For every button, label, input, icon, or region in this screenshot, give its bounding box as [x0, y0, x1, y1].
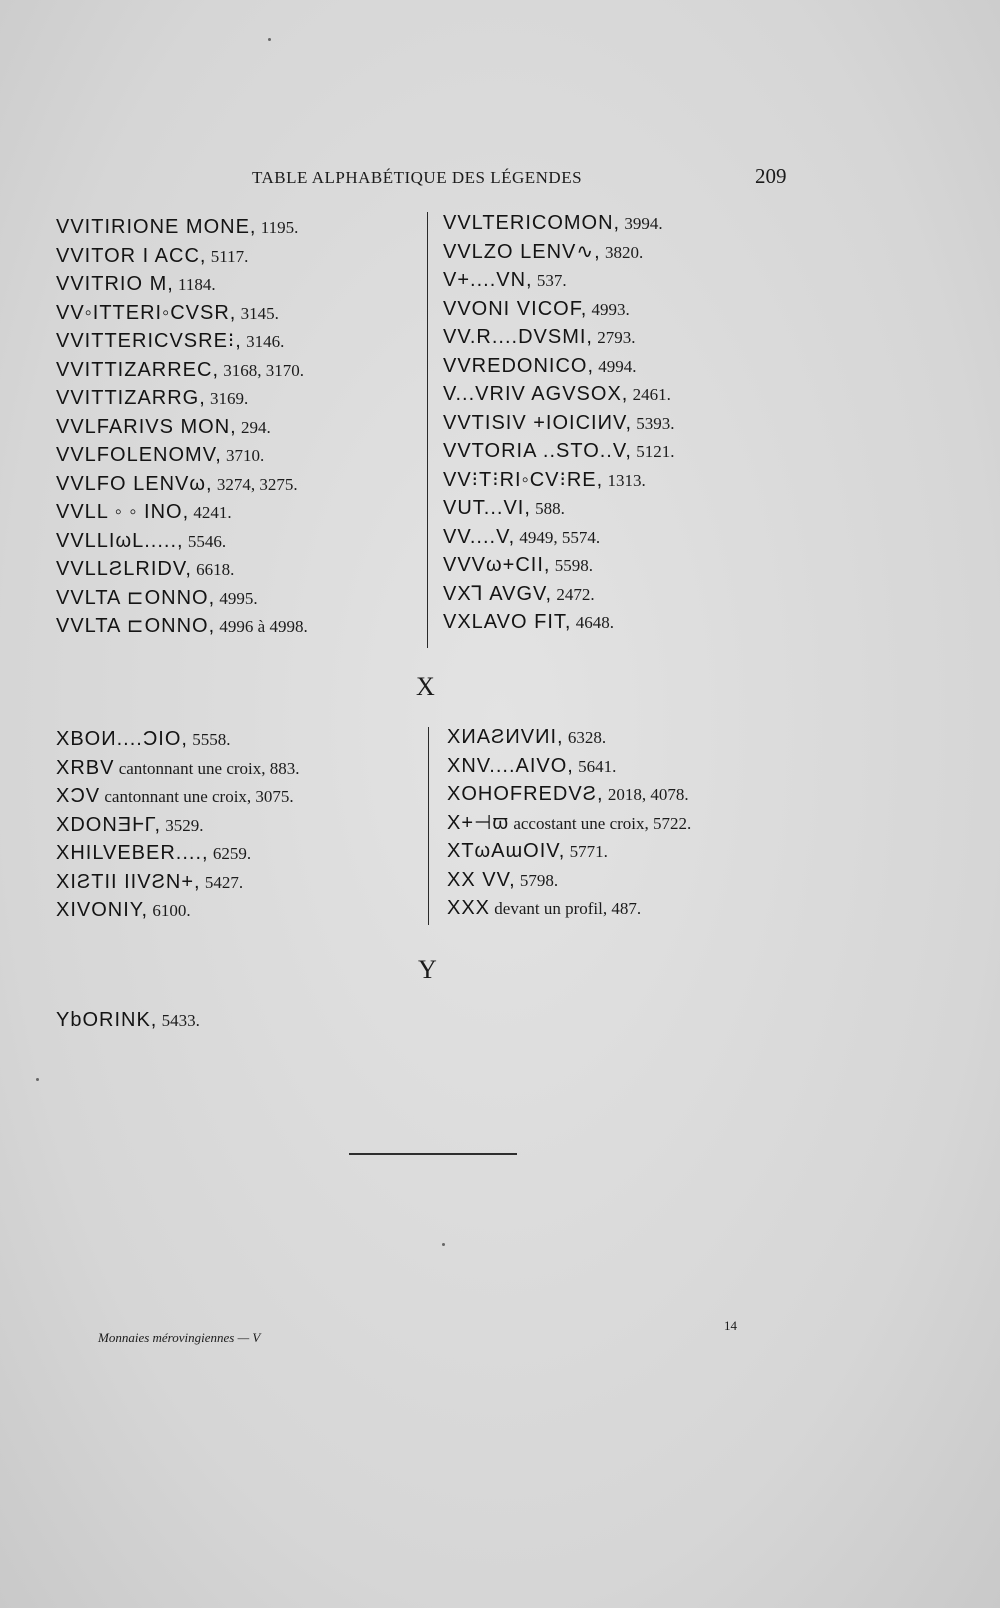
- entry-reference: 5798.: [515, 870, 559, 890]
- paper-speck: [268, 38, 271, 41]
- entry-reference: 4993.: [587, 299, 630, 319]
- entry-reference: 1184.: [173, 275, 216, 294]
- entry-legend: XNV....AIVO,: [447, 754, 574, 777]
- entry-reference: 4949, 5574.: [515, 527, 601, 547]
- section-letter-y: Y: [418, 955, 437, 984]
- footer-sheet-number: 14: [724, 1318, 737, 1333]
- entry-legend: XXX: [447, 897, 491, 919]
- entry-reference: 6618.: [191, 560, 235, 579]
- entry-legend: VVREDONICO,: [443, 354, 595, 377]
- x-entries-right-column: [447, 723, 691, 923]
- entry-reference: 588.: [530, 499, 565, 518]
- entry-legend: XDONƎⱵΓ,: [56, 813, 162, 836]
- index-entry: [56, 327, 308, 356]
- entry-reference: 2793.: [592, 328, 636, 347]
- index-entry: [443, 380, 675, 409]
- index-entry: [56, 441, 308, 470]
- entry-reference: 1195.: [256, 218, 299, 237]
- entry-reference: devant un profil, 487.: [490, 899, 642, 918]
- y-entries-column: [56, 1006, 200, 1035]
- index-entry: [443, 323, 675, 352]
- x-entries-left-column: [56, 725, 300, 925]
- entry-reference: 3145.: [236, 303, 279, 323]
- entry-legend: VVITTERICVSRE⁝,: [56, 330, 242, 352]
- entry-legend: VV.R....DVSMI,: [443, 326, 593, 348]
- entry-legend: VVLTA ⊏ONNO,: [56, 586, 216, 609]
- page-number: 209: [755, 164, 787, 188]
- entry-legend: XTωAɯOIV,: [447, 840, 566, 862]
- entry-reference: 1313.: [603, 470, 646, 490]
- entry-reference: 5117.: [206, 246, 249, 266]
- index-entry: [443, 266, 675, 295]
- index-entry: [443, 352, 675, 381]
- entry-reference: 6328.: [563, 728, 607, 747]
- entry-legend: VVLL ◦ ◦ INO,: [56, 501, 190, 523]
- index-entry: [56, 584, 308, 613]
- column-divider-x: [428, 727, 429, 925]
- entry-legend: XX VV,: [447, 868, 516, 891]
- entry-legend: VV⁝T⁝RI◦CV⁝RE,: [443, 468, 604, 491]
- entry-legend: XƆV: [56, 785, 101, 807]
- entry-legend: VVONI VICOF,: [443, 297, 588, 320]
- entry-legend: VVITIRIONE MONE,: [56, 216, 257, 238]
- entry-legend: VV◦ITTERI◦CVSR,: [56, 301, 237, 324]
- entry-reference: 2472.: [552, 584, 595, 604]
- index-entry: [447, 866, 691, 895]
- entry-reference: 5121.: [631, 442, 675, 461]
- index-entry: [443, 295, 675, 324]
- entry-reference: cantonnant une croix, 883.: [114, 758, 300, 778]
- entry-legend: VVITRIO M,: [56, 273, 174, 295]
- entry-reference: 4995.: [215, 588, 258, 608]
- entry-reference: 2461.: [628, 385, 671, 404]
- entry-reference: 4994.: [594, 356, 637, 376]
- index-entry: [56, 213, 308, 242]
- entry-legend: VVLZO LENV∿,: [443, 240, 601, 263]
- index-entry: [443, 466, 675, 495]
- entry-reference: 6100.: [148, 901, 191, 920]
- entry-reference: 6259.: [208, 844, 252, 863]
- index-entry: [447, 809, 691, 838]
- entry-reference: 5771.: [565, 842, 608, 861]
- entry-legend: XRBV: [56, 756, 115, 779]
- index-entry: [443, 494, 675, 523]
- w-entries-left-column: [56, 213, 308, 641]
- entry-legend: V+....VN,: [443, 269, 533, 291]
- index-entry: [56, 413, 308, 442]
- index-entry: [56, 356, 308, 385]
- footer-signature: Monnaies mérovingiennes — V: [98, 1330, 261, 1345]
- index-entry: [56, 612, 308, 641]
- index-entry: [56, 299, 308, 328]
- entry-reference: 5546.: [183, 531, 227, 551]
- entry-reference: cantonnant une croix, 3075.: [100, 787, 294, 806]
- entry-reference: 5393.: [632, 413, 675, 433]
- index-entry: [56, 498, 308, 527]
- index-entry: [447, 837, 691, 866]
- entry-reference: 5558.: [187, 730, 231, 749]
- end-rule: [349, 1153, 517, 1155]
- index-entry: [56, 782, 300, 811]
- entry-legend: XHILVEBER....,: [56, 842, 209, 864]
- entry-reference: 5598.: [550, 556, 593, 575]
- entry-legend: VVITTIZARRG,: [56, 387, 206, 409]
- index-entry: [447, 723, 691, 752]
- entry-reference: 537.: [532, 271, 567, 290]
- entry-legend: VVTORIA ..STO..V,: [443, 440, 632, 462]
- entry-legend: VVLTERICOMON,: [443, 212, 621, 234]
- entry-legend: XBOИ....ƆIO,: [56, 728, 188, 750]
- entry-reference: 3168, 3170.: [219, 360, 305, 380]
- entry-legend: VVLFOLENOMV,: [56, 444, 222, 466]
- entry-legend: VVLLIωL.....,: [56, 529, 184, 552]
- entry-legend: VX⅂ AVGV,: [443, 582, 553, 605]
- entry-legend: X+⊣ϖ: [447, 811, 510, 834]
- index-entry: [447, 752, 691, 781]
- entry-legend: VVVω+CII,: [443, 554, 551, 576]
- entry-reference: 3274, 3275.: [212, 474, 298, 494]
- entry-reference: 5427.: [200, 872, 244, 892]
- entry-legend: VXLAVO FIT,: [443, 611, 572, 633]
- index-entry: [56, 384, 308, 413]
- entry-legend: V...VRIV AGVSOX,: [443, 383, 629, 405]
- entry-reference: 5433.: [157, 1011, 200, 1030]
- entry-reference: 5641.: [573, 756, 617, 776]
- entry-legend: XIƧTII IIVƧN+,: [56, 870, 201, 893]
- column-divider-w: [427, 212, 428, 648]
- entry-reference: 4996 à 4998.: [215, 617, 308, 636]
- w-entries-right-column: [443, 209, 675, 637]
- entry-legend: VUT...VI,: [443, 497, 531, 519]
- index-entry: [56, 527, 308, 556]
- entry-legend: VVITTIZARREC,: [56, 358, 220, 381]
- entry-legend: VVTISIV +IOICIИV,: [443, 411, 633, 434]
- index-entry: [443, 437, 675, 466]
- running-title: TABLE ALPHABÉTIQUE DES LÉGENDES: [252, 168, 583, 187]
- entry-legend: VVLFO LENVω,: [56, 472, 213, 495]
- index-entry: [443, 238, 675, 267]
- index-entry: [56, 470, 308, 499]
- entry-legend: XIVONIY,: [56, 899, 149, 921]
- index-entry: [447, 894, 691, 923]
- entry-reference: 2018, 4078.: [603, 785, 689, 804]
- index-entry: [56, 1006, 200, 1035]
- entry-legend: YbORINK,: [56, 1009, 158, 1031]
- entry-reference: 3820.: [600, 242, 644, 262]
- index-entry: [447, 780, 691, 809]
- entry-legend: VVLLƧLRIDV,: [56, 558, 192, 580]
- index-entry: [56, 896, 300, 925]
- entry-reference: 4648.: [571, 613, 614, 632]
- index-entry: [56, 270, 308, 299]
- entry-legend: VV....V,: [443, 525, 516, 548]
- index-entry: [56, 839, 300, 868]
- entry-legend: VVLFARIVS MON,: [56, 415, 237, 438]
- index-entry: [443, 580, 675, 609]
- index-entry: [443, 551, 675, 580]
- paper-speck: [36, 1078, 39, 1081]
- paper-speck: [442, 1243, 445, 1246]
- index-entry: [56, 811, 300, 840]
- index-entry: [443, 608, 675, 637]
- entry-reference: 3169.: [205, 389, 249, 408]
- entry-legend: VVITOR I ACC,: [56, 244, 207, 267]
- entry-reference: 3529.: [161, 815, 204, 835]
- entry-reference: accostant une croix, 5722.: [509, 813, 692, 833]
- index-entry: [443, 523, 675, 552]
- entry-legend: XOHOFREDVƧ,: [447, 783, 604, 805]
- entry-reference: 3994.: [620, 214, 663, 233]
- section-letter-x: X: [416, 672, 435, 701]
- index-entry: [56, 754, 300, 783]
- entry-reference: 4241.: [189, 503, 232, 522]
- index-entry: [56, 242, 308, 271]
- index-entry: [443, 209, 675, 238]
- entry-legend: XИAƧИVИI,: [447, 726, 564, 748]
- index-entry: [56, 555, 308, 584]
- entry-reference: 3710.: [221, 446, 265, 465]
- index-entry: [443, 409, 675, 438]
- index-entry: [56, 725, 300, 754]
- entry-reference: 294.: [236, 417, 271, 437]
- index-entry: [56, 868, 300, 897]
- entry-legend: VVLTA ⊏ONNO,: [56, 615, 216, 637]
- entry-reference: 3146.: [241, 332, 285, 351]
